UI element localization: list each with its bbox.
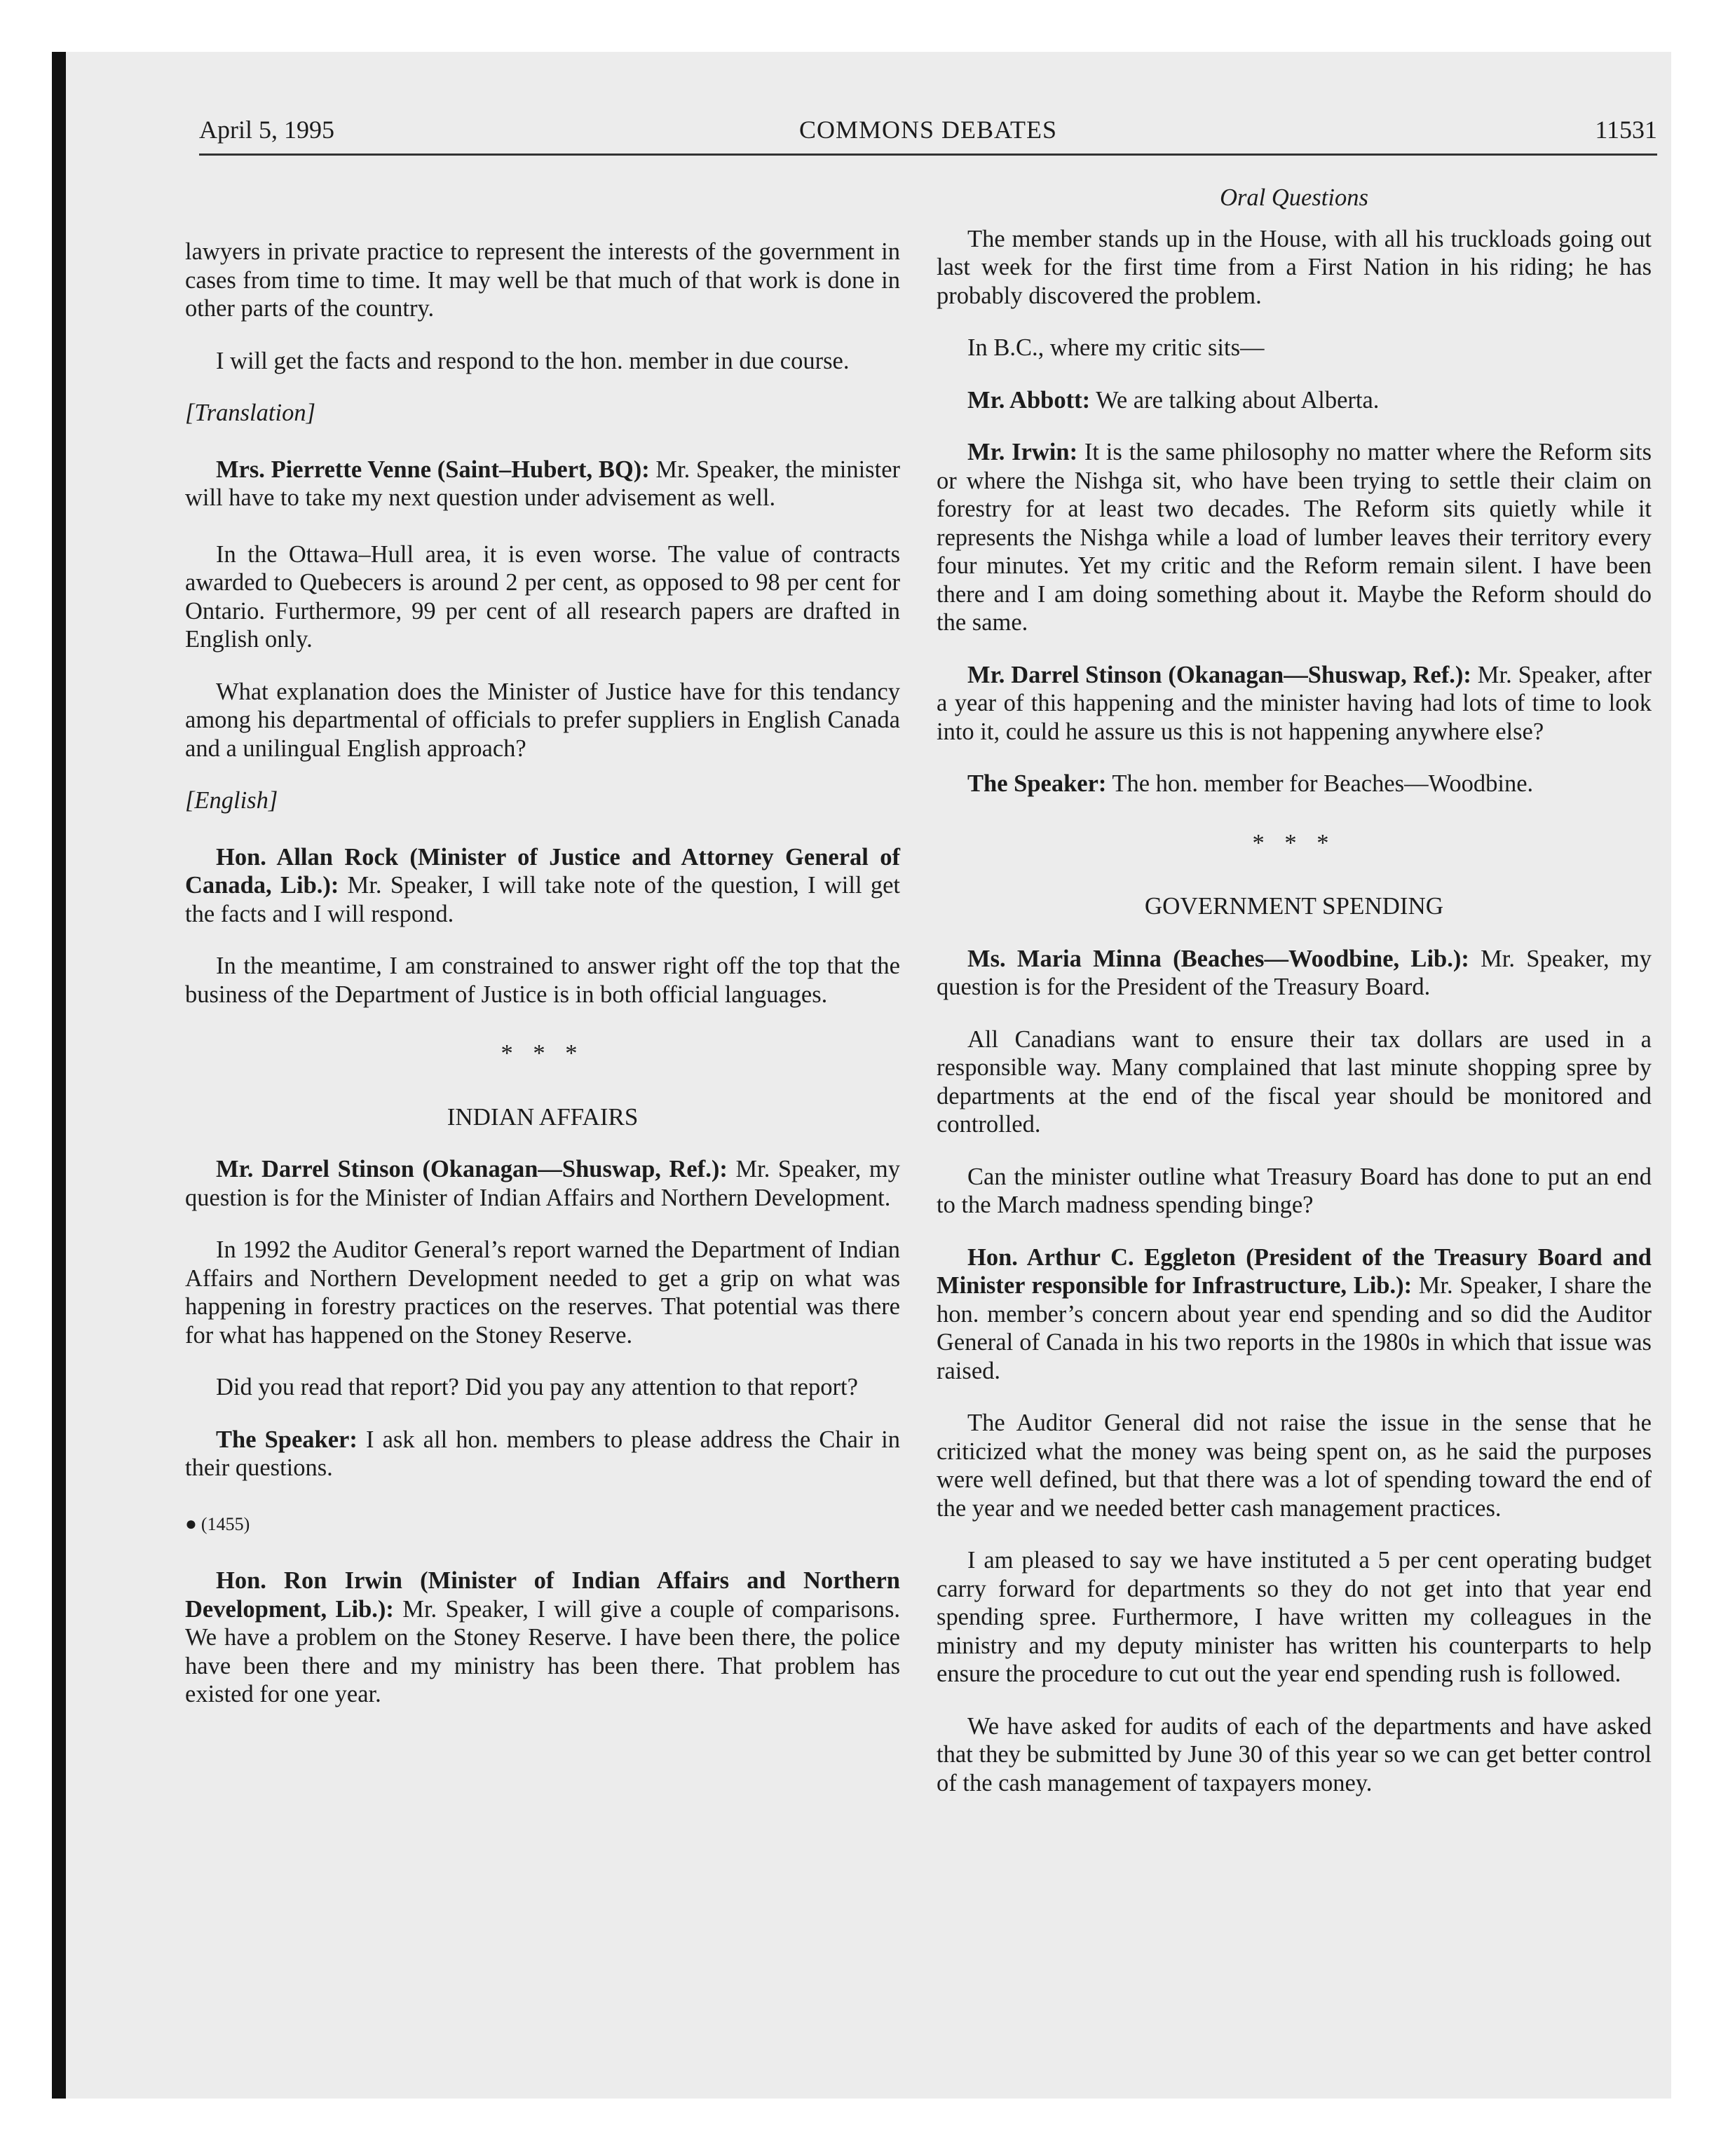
paragraph: I am pleased to say we have instituted a 5 per cent operating budget carry forward for departments so they do not get into that year end spending spree. Furthermore, I have written my colleagues in the ministry and my deputy minister has written his counterparts to help ensure the procedure to cut out the year end spending rush is followed. [937, 1547, 1652, 1687]
timestamp-text: (1455) [200, 1513, 250, 1534]
speech-abbott [937, 386, 1652, 415]
speech-text: I ask all hon. members to please address the Chair in their questions. [185, 1426, 900, 1481]
paragraph: Did you read that report? Did you pay any attention to that report? [216, 1374, 858, 1400]
paragraph: In B.C., where my critic sits— [967, 334, 1265, 361]
section-separator: * * * [501, 1040, 585, 1067]
bullet-icon: ● [185, 1513, 197, 1535]
publication-title: COMMONS DEBATES [798, 116, 1058, 144]
header-rule [199, 153, 1657, 156]
timestamp [185, 1510, 900, 1539]
right-column [937, 184, 1652, 1797]
speech-speaker [937, 770, 1652, 798]
paragraph: The member stands up in the House, with all his truckloads going out last week for the first time from a First Nation in his riding; he has probably discovered the problem. [937, 225, 1652, 309]
page-header [199, 115, 1657, 150]
speaker-name: Hon. Allan Rock (Minister of Justice and Attorney General of Canada, Lib.): [185, 843, 900, 899]
speech-text: Mr. Speaker, the minister will have to take my next question under advisement as well. [185, 456, 900, 511]
speech-minna [937, 945, 1652, 1002]
page-number: 11531 [1595, 116, 1657, 144]
section-heading: INDIAN AFFAIRS [447, 1103, 639, 1131]
speech-stinson [937, 661, 1652, 746]
speaker-name: The Speaker: [967, 770, 1107, 797]
speech-text: Mr. Speaker, my question is for the Minister of Indian Affairs and Northern Development. [185, 1156, 900, 1211]
section-separator: * * * [1252, 829, 1336, 857]
paragraph: In 1992 the Auditor General’s report warned the Department of Indian Affairs and Northern Development needed to get a grip on what was happening in forestry practices on the reserves. That potential was there for what has happened on the Stoney Reserve. [185, 1236, 900, 1349]
speech-eggleton [937, 1243, 1652, 1386]
paragraph: In the Ottawa–Hull area, it is even worse. The value of contracts awarded to Quebecers is around 2 per cent, as opposed to 98 per cent for Ontario. Furthermore, 99 per cent of all research papers are drafted in English only. [185, 540, 900, 653]
speech-venne [185, 456, 900, 512]
speech-stinson [185, 1155, 900, 1212]
speech-text: It is the same philosophy no matter where the Reform sits or where the Nishga sit, who have been trying to settle their claim on forestry for at least two decades. The Reform sits quietly while it represents the Nishga while a load of lumber leaves their territory every four minutes. Yet my critic and the Reform remain silent. I have been there and I am doing something about it. Maybe the Reform should do the same. [937, 439, 1652, 636]
paragraph: We have asked for audits of each of the departments and have asked that they be submitted by June 30 of this year so we can get better control of the cash management of taxpayers money. [937, 1712, 1652, 1796]
speaker-name: Hon. Ron Irwin (Minister of Indian Affairs and Northern Development, Lib.): [185, 1567, 900, 1623]
speech-text: Mr. Speaker, I will take note of the question, I will get the facts and I will respond. [185, 872, 900, 927]
speech-text: Mr. Speaker, I share the hon. member’s concern about year end spending and so did the Auditor General of Canada in his two reports in the 1980s in which that issue was raised. [937, 1272, 1652, 1384]
paragraph: All Canadians want to ensure their tax dollars are used in a responsible way. Many complained that last minute shopping spree by departments at the end of the fiscal year should be monitored and controlled. [937, 1025, 1652, 1138]
language-tag: [English] [185, 787, 278, 814]
speaker-name: Mr. Irwin: [967, 439, 1078, 465]
header-date: April 5, 1995 [199, 116, 334, 144]
speech-speaker [185, 1426, 900, 1482]
speech-rock [185, 843, 900, 929]
paragraph: Can the minister outline what Treasury Board has done to put an end to the March madness spending binge? [937, 1163, 1652, 1218]
language-tag: [Translation] [185, 400, 315, 426]
speech-text: Mr. Speaker, my question is for the President of the Treasury Board. [937, 945, 1652, 1000]
paragraph: I will get the facts and respond to the hon. member in due course. [216, 347, 850, 374]
document-page [66, 52, 1671, 2099]
speech-irwin [185, 1567, 900, 1709]
left-column [185, 238, 900, 1709]
speech-text: The hon. member for Beaches—Woodbine. [1106, 770, 1534, 797]
scan-edge-shadow [52, 52, 66, 2099]
paragraph: What explanation does the Minister of Justice have for this tendancy among his departmental of officials to prefer suppliers in English Canada and a unilingual English approach? [185, 678, 900, 762]
running-head: Oral Questions [1220, 184, 1368, 211]
speech-text: Mr. Speaker, I will give a couple of comparisons. We have a problem on the Stoney Reserve. I have been there, the police have been there and my ministry has been there. That problem has existed for one year. [185, 1595, 900, 1707]
speaker-name: Mrs. Pierrette Venne (Saint–Hubert, BQ): [216, 456, 650, 483]
paragraph: The Auditor General did not raise the issue in the sense that he criticized what the money was being spent on, as he said the purposes were well defined, but that there was a lot of spending toward the end of the year and we needed better cash management practices. [937, 1410, 1652, 1522]
speaker-name: Hon. Arthur C. Eggleton (President of the Treasury Board and Minister responsible for Infrastructure, Lib.): [937, 1243, 1652, 1299]
speech-irwin [937, 438, 1652, 637]
speaker-name: Ms. Maria Minna (Beaches—Woodbine, Lib.): [967, 945, 1469, 972]
speaker-name: Mr. Abbott: [967, 386, 1091, 414]
speaker-name: Mr. Darrel Stinson (Okanagan—Shuswap, Ref.): [216, 1156, 728, 1182]
speech-text: We are talking about Alberta. [1090, 386, 1380, 414]
speaker-name: Mr. Darrel Stinson (Okanagan—Shuswap, Ref.): [967, 661, 1471, 688]
section-heading: GOVERNMENT SPENDING [1144, 892, 1444, 920]
paragraph: lawyers in private practice to represent the interests of the government in cases from time to time. It may well be that much of that work is done in other parts of the country. [185, 238, 900, 322]
speaker-name: The Speaker: [216, 1426, 358, 1453]
speech-text: Mr. Speaker, after a year of this happening and the minister having had lots of time to look into it, could he assure us this is not happening anywhere else? [937, 661, 1652, 745]
paragraph: In the meantime, I am constrained to answer right off the top that the business of the Department of Justice is in both official languages. [185, 953, 900, 1008]
